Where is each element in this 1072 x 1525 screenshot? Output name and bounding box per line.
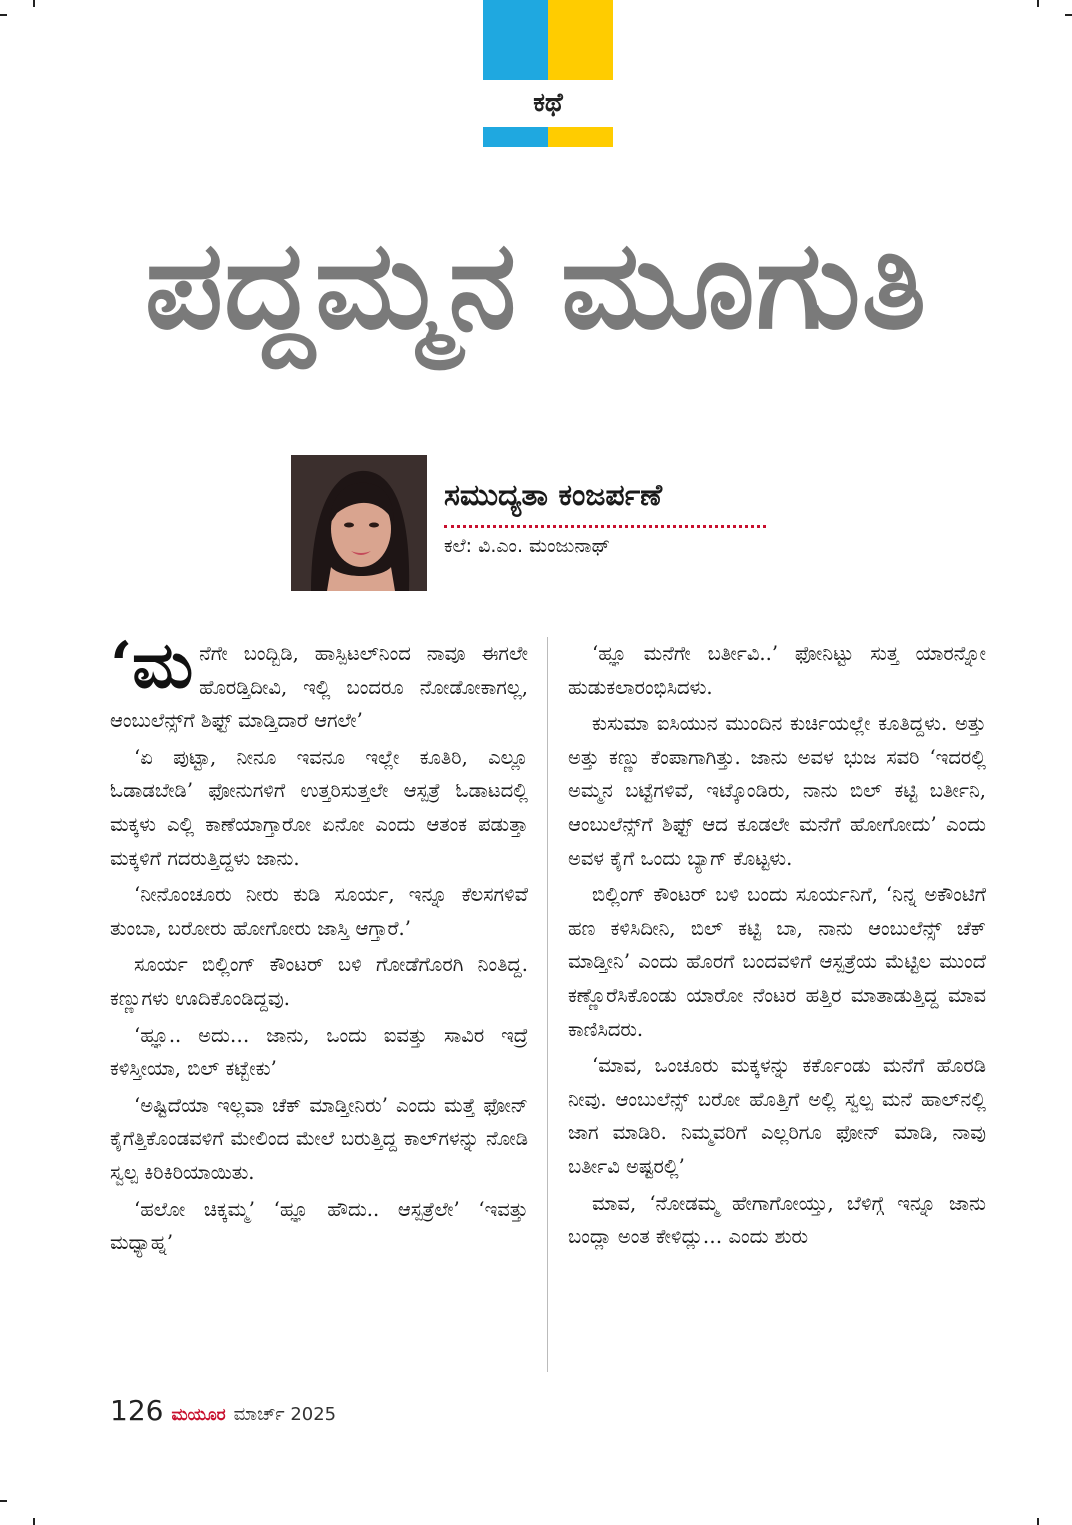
paragraph: ‘ಅಷ್ಟಿದೆಯಾ ಇಲ್ಲವಾ ಚೆಕ್ ಮಾಡ್ತೀನಿರು’ ಎಂದು ಮತ್ತೆ ಫೋನ್ ಕೈಗೆತ್ತಿಕೊಂಡವಳಿಗೆ ಮೇಲಿಂದ ಮೇಲೆ ಬರುತ್ತಿದ್ದ ಕಾಲ್‌ಗಳನ್ನು ನೋಡಿ ಸ್ವಲ್ಪ ಕಿರಿಕಿರಿಯಾಯಿತು. bbox=[110, 1093, 528, 1184]
body-column-right bbox=[568, 637, 986, 1257]
author-divider bbox=[444, 525, 766, 528]
category-yellow-bar bbox=[548, 127, 613, 147]
page-number: 126 bbox=[110, 1394, 164, 1427]
body-column-left bbox=[110, 628, 528, 1263]
crop-mark bbox=[33, 1518, 35, 1525]
paragraph: ‘ನೀನೊಂಚೂರು ನೀರು ಕುಡಿ ಸೂರ್ಯ, ಇನ್ನೂ ಕೆಲಸಗಳಿವೆ ತುಂಬಾ, ಬರೋರು ಹೋಗೋರು ಜಾಸ್ತಿ ಆಗ್ತಾರೆ.’ bbox=[110, 883, 528, 940]
crop-mark bbox=[1065, 14, 1072, 16]
paragraph: ಬಿಲ್ಲಿಂಗ್ ಕೌಂಟರ್ ಬಳಿ ಬಂದು ಸೂರ್ಯನಿಗೆ, ‘ನಿನ್ನ ಅಕೌಂಟಿಗೆ ಹಣ ಕಳಿಸಿದೀನಿ, ಬಿಲ್ ಕಟ್ಟಿ ಬಾ, ನಾನು ಆಂಬುಲೆನ್ಸ್ ಚೆಕ್ ಮಾಡ್ತೀನಿ’ ಎಂದು ಹೊರಗೆ ಬಂದವಳಿಗೆ ಆಸ್ಪತ್ರೆಯ ಮೆಟ್ಟಿಲ ಮುಂದೆ ಕಣ್ಣೊರೆಸಿಕೊಂಡು ಯಾರೋ ನೆಂಟರ ಹತ್ತಿರ ಮಾತಾಡುತ್ತಿದ್ದ ಮಾವ ಕಾಣಿಸಿದರು. bbox=[568, 883, 986, 1041]
author-name: ಸಮುದ್ಯತಾ ಕಂಜರ್ಪಣೆ bbox=[444, 478, 663, 513]
paragraph: ಸೂರ್ಯ ಬಿಲ್ಲಿಂಗ್ ಕೌಂಟರ್ ಬಳಿ ಗೋಡೆಗೊರಗಿ ನಿಂತಿದ್ದ. ಕಣ್ಣುಗಳು ಊದಿಕೊಂಡಿದ್ದವು. bbox=[110, 953, 528, 1010]
crop-mark bbox=[33, 0, 35, 7]
paragraph: ಕುಸುಮಾ ಐಸಿಯುನ ಮುಂದಿನ ಕುರ್ಚಿಯಲ್ಲೇ ಕೂತಿದ್ದಳು. ಅತ್ತು ಅತ್ತು ಕಣ್ಣು ಕೆಂಪಾಗಾಗಿತ್ತು. ಜಾನು ಅವಳ ಭುಜ ಸವರಿ ‘ಇದರಲ್ಲಿ ಅಮ್ಮನ ಬಟ್ಟೆಗಳಿವೆ, ಇಟ್ಕೊಂಡಿರು, ನಾನು ಬಿಲ್ ಕಟ್ಟಿ ಬರ್ತೀನಿ, ಆಂಬುಲೆನ್ಸ್‌ಗೆ ಶಿಫ್ಟ್ ಆದ ಕೂಡಲೇ ಮನೆಗೆ ಹೋಗೋದು’ ಎಂದು ಅವಳ ಕೈಗೆ ಒಂದು ಬ್ಯಾಗ್ ಕೊಟ್ಟಳು. bbox=[568, 712, 986, 870]
story-title: ಪದ್ದಮ್ಮನ ಮೂಗುತಿ bbox=[144, 214, 928, 356]
crop-mark bbox=[0, 1500, 7, 1502]
illustration-credit: ಕಲೆ: ವಿ.ಎಂ. ಮಂಜುನಾಥ್ bbox=[444, 535, 611, 557]
author-photo bbox=[291, 455, 427, 591]
category-yellow-block bbox=[548, 0, 613, 80]
crop-mark bbox=[0, 14, 7, 16]
crop-mark bbox=[1037, 0, 1039, 7]
page-footer bbox=[110, 1394, 336, 1427]
paragraph: ‘ಹಲೋ ಚಿಕ್ಕಮ್ಮ’ ‘ಹ್ಞೂ ಹೌದು.. ಆಸ್ಪತ್ರೆಲೇ’ ‘ಇವತ್ತು ಮಧ್ಯಾಹ್ನ’ bbox=[110, 1197, 528, 1255]
magazine-logo: ಮಯೂರ bbox=[171, 1405, 226, 1425]
crop-mark bbox=[1037, 1518, 1039, 1525]
category-label: ಕಥೆ bbox=[533, 88, 563, 118]
category-blue-bar bbox=[483, 127, 548, 147]
paragraph: ‘ಏ ಪುಟ್ಟಾ, ನೀನೂ ಇವನೂ ಇಲ್ಲೇ ಕೂತಿರಿ, ಎಲ್ಲೂ ಓಡಾಡಬೇಡಿ’ ಫೋನುಗಳಿಗೆ ಉತ್ತರಿಸುತ್ತಲೇ ಆಸ್ಪತ್ರೆ ಓಡಾಟದಲ್ಲಿ ಮಕ್ಕಳು ಎಲ್ಲಿ ಕಾಣೆಯಾಗ್ತಾರೋ ಏನೋ ಎಂದು ಆತಂಕ ಪಡುತ್ತಾ ಮಕ್ಕಳಿಗೆ ಗದರುತ್ತಿದ್ದಳು ಜಾನು. bbox=[110, 745, 528, 870]
paragraph: ‘ಹ್ಞೂ.. ಅದು… ಜಾನು, ಒಂದು ಐವತ್ತು ಸಾವಿರ ಇದ್ರೆ ಕಳಿಸ್ತೀಯಾ, ಬಿಲ್ ಕಟ್ಬೇಕು’ bbox=[110, 1023, 528, 1081]
drop-cap: ‘ಮ bbox=[110, 628, 194, 703]
column-divider bbox=[547, 637, 548, 1372]
paragraph: ‘ಮಾವ, ಒಂಚೂರು ಮಕ್ಕಳನ್ನು ಕರ್ಕೊಂಡು ಮನೆಗೆ ಹೊರಡಿ ನೀವು. ಆಂಬುಲೆನ್ಸ್ ಬರೋ ಹೊತ್ತಿಗೆ ಅಲ್ಲಿ ಸ್ವಲ್ಪ ಮನೆ ಹಾಲ್‌ನಲ್ಲಿ ಜಾಗ ಮಾಡಿರಿ. ನಿಮ್ಮವರಿಗೆ ಎಲ್ಲರಿಗೂ ಫೋನ್ ಮಾಡಿ, ನಾವು ಬರ್ತೀವಿ ಅಷ್ಟರಲ್ಲಿ’ bbox=[568, 1054, 986, 1178]
issue-date: ಮಾರ್ಚ್ 2025 bbox=[233, 1404, 337, 1425]
paragraph: ‘ಹ್ಞೂ ಮನೆಗೇ ಬರ್ತೀವಿ..’ ಫೋನಿಟ್ಟು ಸುತ್ತ ಯಾರನ್ನೋ ಹುಡುಕಲಾರಂಭಿಸಿದಳು. bbox=[568, 642, 986, 699]
paragraph: ಮಾವ, ‘ನೋಡಮ್ಮ ಹೇಗಾಗೋಯ್ತು, ಬೆಳಿಗ್ಗೆ ಇನ್ನೂ ಜಾನು ಬಂದ್ಲಾ ಅಂತ ಕೇಳಿದ್ಲು… ಎಂದು ಶುರು bbox=[568, 1191, 986, 1249]
paragraph: ‘ಮನೆಗೇ ಬಂದ್ಬಿಡಿ, ಹಾಸ್ಪಿಟಲ್‌ನಿಂದ ನಾವೂ ಈಗಲೇ ಹೊರಡ್ತಿದೀವಿ, ಇಲ್ಲಿ ಬಂದರೂ ನೋಡೋಕಾಗಲ್ಲ, ಆಂಬುಲೆನ್ಸ್‌ಗೆ ಶಿಫ್ಟ್ ಮಾಡ್ತಿದಾರೆ ಆಗಲೇ’ bbox=[110, 628, 528, 733]
category-blue-block bbox=[483, 0, 548, 80]
